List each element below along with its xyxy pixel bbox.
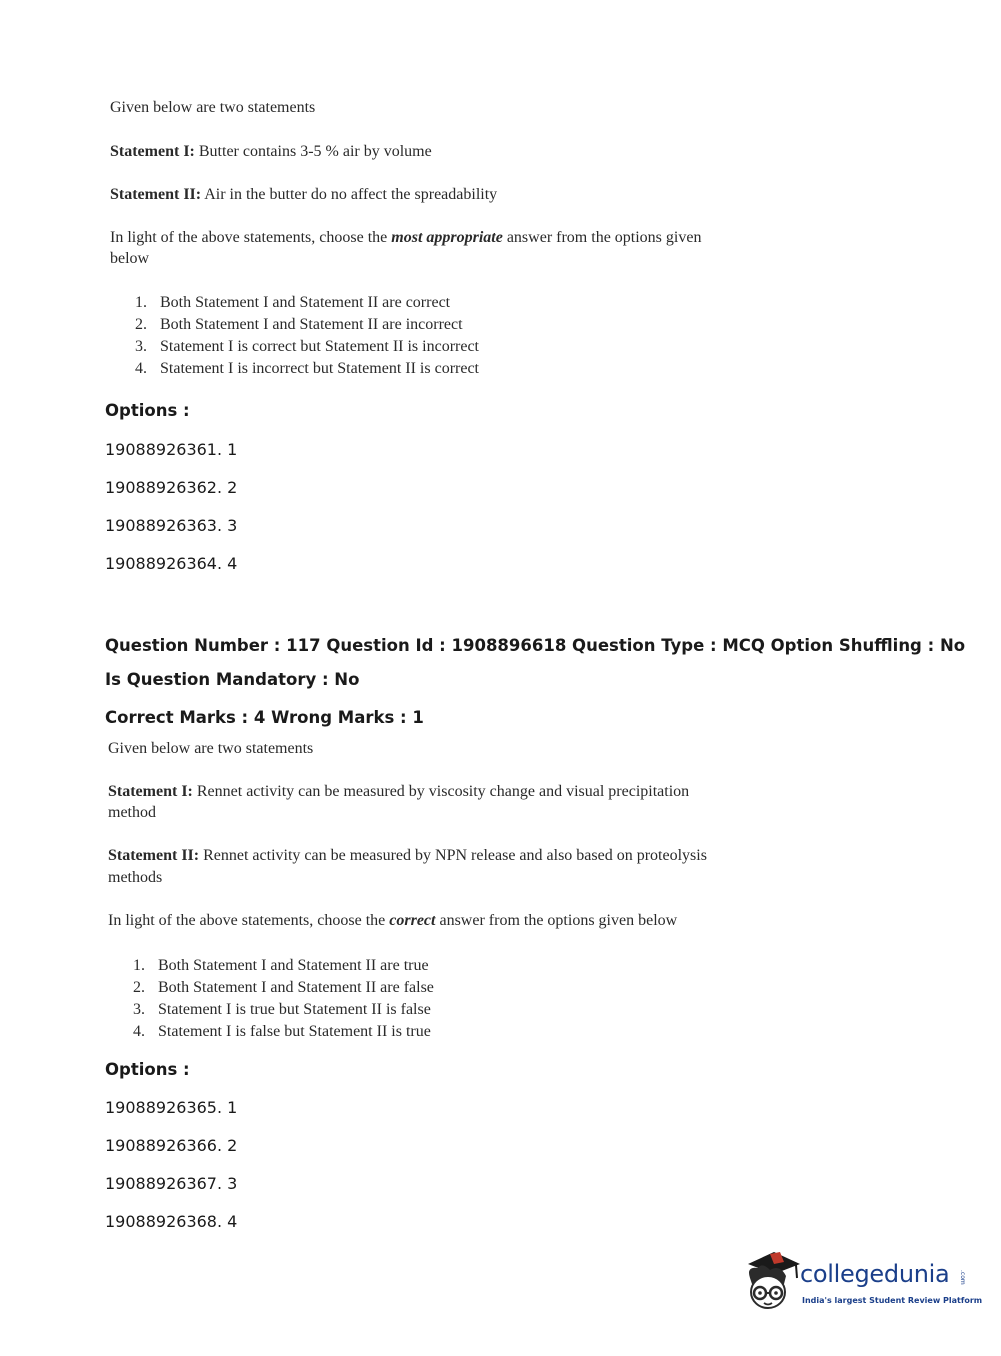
- statement-label: Statement II:: [108, 847, 200, 864]
- collegedunia-logo: [740, 1248, 983, 1318]
- instruction-emphasis: correct: [389, 912, 436, 929]
- q116-intro: Given below are two statements: [110, 99, 316, 116]
- list-text: Statement I is true but Statement II is false: [158, 1001, 431, 1018]
- list-number: 3.: [133, 1001, 145, 1018]
- list-text: Both Statement I and Statement II are incorrect: [160, 316, 463, 333]
- q117-meta-line: Question Number : 117 Question Id : 1908896618 Question Type : MCQ Option Shuffling : No: [105, 636, 966, 655]
- q117-marks: Correct Marks : 4 Wrong Marks : 1: [105, 708, 424, 727]
- list-text: Statement I is incorrect but Statement II is correct: [160, 360, 479, 377]
- q116-option-3: 19088926363. 3: [105, 516, 238, 535]
- instruction-text: In light of the above statements, choose the: [108, 912, 390, 929]
- list-text: Both Statement I and Statement II are true: [158, 957, 429, 974]
- q116-option-2: 19088926362. 2: [105, 478, 238, 497]
- list-item: [135, 314, 635, 336]
- q116-option-4: 19088926364. 4: [105, 554, 238, 573]
- q117-option-3: 19088926367. 3: [105, 1174, 238, 1193]
- q116-instruction-line2: below: [110, 250, 150, 267]
- list-number: 1.: [135, 294, 147, 311]
- list-item: [135, 336, 635, 358]
- q116-option-1: 19088926361. 1: [105, 440, 238, 459]
- list-number: 1.: [133, 957, 145, 974]
- list-item: [135, 292, 635, 314]
- q116-statement-1: [110, 143, 432, 161]
- q117-statement-2: [108, 847, 707, 865]
- statement-label: Statement I:: [108, 783, 193, 800]
- brand-name: collegedunia: [800, 1260, 950, 1288]
- q117-statement-1: [108, 783, 689, 801]
- list-number: 4.: [135, 360, 147, 377]
- q116-statement-list: [135, 292, 635, 380]
- q117-mandatory: Is Question Mandatory : No: [105, 670, 360, 689]
- q116-statement-2: [110, 186, 497, 204]
- list-item: [133, 977, 613, 999]
- q117-option-4: 19088926368. 4: [105, 1212, 238, 1231]
- list-item: [135, 358, 635, 380]
- q117-options-label: Options :: [105, 1060, 190, 1079]
- q117-option-1: 19088926365. 1: [105, 1098, 238, 1117]
- list-text: Statement I is false but Statement II is true: [158, 1023, 431, 1040]
- list-item: [133, 955, 613, 977]
- q117-statement-list: [133, 955, 613, 1043]
- q117-option-2: 19088926366. 2: [105, 1136, 238, 1155]
- instruction-text: In light of the above statements, choose the: [110, 229, 392, 246]
- list-text: Both Statement I and Statement II are correct: [160, 294, 451, 311]
- statement-text: Rennet activity can be measured by viscosity change and visual precipitation: [192, 783, 690, 800]
- brand-tagline: India's largest Student Review Platform: [802, 1296, 983, 1305]
- list-number: 4.: [133, 1023, 145, 1040]
- q117-statement-2-line2: methods: [108, 869, 163, 886]
- statement-text: Rennet activity can be measured by NPN release and also based on proteolysis: [199, 847, 707, 864]
- brand-tld: .com: [959, 1270, 966, 1285]
- list-number: 3.: [135, 338, 147, 355]
- q116-instruction: [110, 229, 701, 247]
- list-number: 2.: [135, 316, 147, 333]
- list-item: [133, 999, 613, 1021]
- instruction-text: answer from the options given: [502, 229, 702, 246]
- list-item: [133, 1021, 613, 1043]
- list-text: Statement I is correct but Statement II is incorrect: [160, 338, 479, 355]
- statement-label: Statement I:: [110, 143, 195, 160]
- mascot-icon: [740, 1248, 802, 1318]
- q117-statement-1-line2: method: [108, 804, 156, 821]
- q116-options-label: Options :: [105, 401, 190, 420]
- instruction-text: answer from the options given below: [435, 912, 678, 929]
- statement-label: Statement II:: [110, 186, 202, 203]
- statement-text: Butter contains 3-5 % air by volume: [194, 143, 432, 160]
- statement-text: Air in the butter do no affect the spreadability: [201, 186, 498, 203]
- list-number: 2.: [133, 979, 145, 996]
- q117-instruction: [108, 912, 677, 930]
- q117-intro: Given below are two statements: [108, 740, 314, 757]
- list-text: Both Statement I and Statement II are false: [158, 979, 434, 996]
- instruction-emphasis: most appropriate: [391, 229, 503, 246]
